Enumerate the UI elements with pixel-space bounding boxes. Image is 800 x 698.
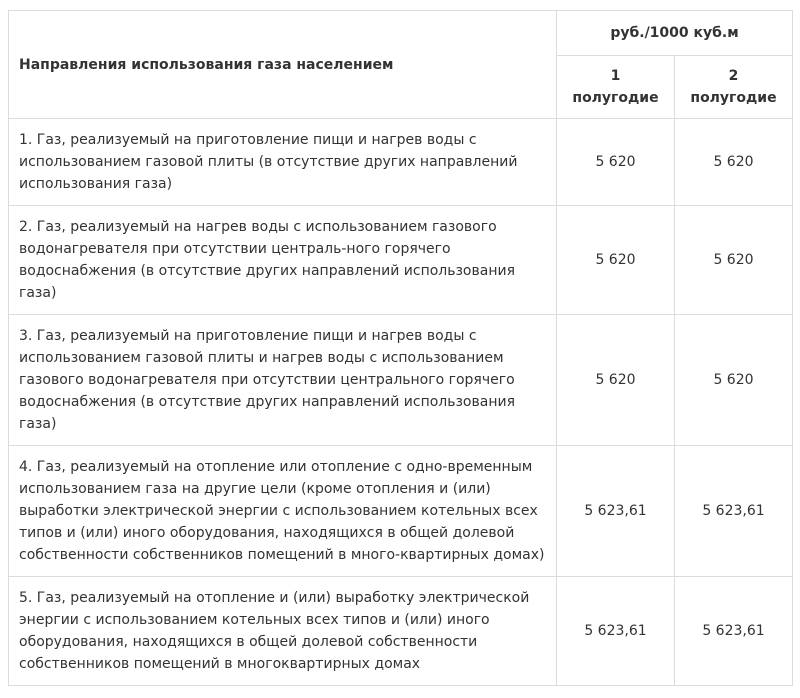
- row-description: 3. Газ, реализуемый на приготовление пищи и нагрев воды с использованием газовой плиты и нагрев воды с использованием газового водонагревателя при отсутствии центрального горячего водоснабжения (в отсутствие других направлений использования газа): [9, 315, 557, 446]
- header-description: Направления использования газа населением: [9, 11, 557, 119]
- row-description: 5. Газ, реализуемый на отопление и (или) выработку электрической энергии с использованием котельных всех типов и (или) иного оборудования, находящихся в общей долевой собственности собственников помещений в многоквартирных домах: [9, 577, 557, 686]
- row-value-period-2: 5 620: [675, 206, 793, 315]
- table-row: [9, 577, 793, 686]
- header-period-2-number: 2: [728, 68, 739, 84]
- row-description: 2. Газ, реализуемый на нагрев воды с использованием газового водонагревателя при отсутствии централь-ного горячего водоснабжения (в отсутствие других направлений использования газа): [9, 206, 557, 315]
- table-row: [9, 119, 793, 206]
- row-description: 4. Газ, реализуемый на отопление или отопление с одно-временным использованием газа на другие цели (кроме отопления и (или) выработки электрической энергии с использованием котельных всех типов и (или) иного оборудования, находящихся в общей долевой собственности собственников помещений в много-квартирных домах): [9, 446, 557, 577]
- table-row: [9, 315, 793, 446]
- row-value-period-1: 5 620: [557, 119, 675, 206]
- row-value-period-2: 5 623,61: [675, 577, 793, 686]
- tariff-table-container: [8, 10, 793, 686]
- row-value-period-2: 5 623,61: [675, 446, 793, 577]
- table-header-row: [9, 11, 793, 56]
- header-period-1-label: полугодие: [572, 90, 659, 106]
- header-period-2-label: полугодие: [690, 90, 777, 106]
- gas-tariff-table: [8, 10, 793, 686]
- table-row: [9, 206, 793, 315]
- row-value-period-1: 5 620: [557, 206, 675, 315]
- row-value-period-2: 5 620: [675, 119, 793, 206]
- header-unit: руб./1000 куб.м: [557, 11, 793, 56]
- header-period-2: [675, 56, 793, 119]
- row-value-period-1: 5 623,61: [557, 446, 675, 577]
- row-value-period-1: 5 620: [557, 315, 675, 446]
- header-period-1-number: 1: [610, 68, 621, 84]
- table-row: [9, 446, 793, 577]
- row-description: 1. Газ, реализуемый на приготовление пищи и нагрев воды с использованием газовой плиты (в отсутствие других направлений использования газа): [9, 119, 557, 206]
- row-value-period-2: 5 620: [675, 315, 793, 446]
- header-period-1: [557, 56, 675, 119]
- row-value-period-1: 5 623,61: [557, 577, 675, 686]
